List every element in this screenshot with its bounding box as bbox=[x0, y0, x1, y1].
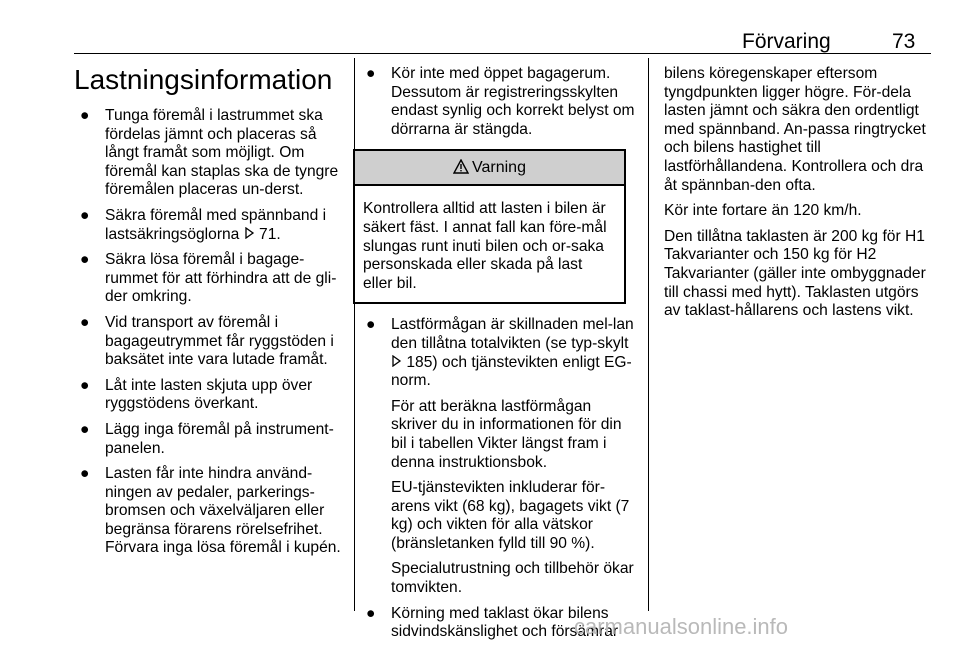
list-item-text: Körning med taklast ökar bilens sidvindskänslighet och försämrar bbox=[391, 604, 619, 641]
list-item bbox=[78, 377, 346, 414]
list-item-text: Kör inte med öppet bagagerum. Dessutom är registreringsskylten endast synlig och korrekt belyst om dörrarna är stängda. bbox=[391, 65, 635, 138]
list-item bbox=[78, 207, 346, 244]
paragraph: bilens köregenskaper eftersom tyngdpunkten ligger högre. För-dela lasten jämnt och säkra den ordentligt med spännband. An-passa ringtrycket och bilens hastighet till lastförhållandena. Kontrollera och dra åt spännban-den ofta. bbox=[664, 65, 926, 194]
page-reference-icon bbox=[244, 227, 255, 239]
list-item-text: Säkra lösa föremål i bagage-rummet för att förhindra att de gli-der omkring. bbox=[105, 251, 337, 306]
list-item bbox=[78, 107, 346, 200]
page-reference-icon bbox=[391, 355, 402, 367]
list-item bbox=[78, 465, 346, 558]
list-item-text: Säkra föremål med spännband i lastsäkringsöglorna bbox=[105, 206, 327, 243]
sub-paragraph: EU-tjänstevikten inkluderar för-arens vikt (68 kg), bagagets vikt (7 kg) och vikten för alla vätskor (bränsletanken fylld till 90 %). bbox=[391, 479, 630, 552]
list-item-text: Lasten får inte hindra använd-ningen av pedaler, parkerings-bromsen och växelväljaren eller begränsa förarens rörelsefrihet. Förvara inga lösa föremål i kupén. bbox=[105, 465, 341, 557]
column-2 bbox=[364, 65, 639, 649]
bullet: ● bbox=[80, 313, 90, 331]
bullet: ● bbox=[366, 65, 376, 82]
bullet: ● bbox=[80, 376, 90, 394]
bullet: ● bbox=[80, 420, 90, 438]
list-item bbox=[78, 421, 346, 458]
bullet: ● bbox=[80, 465, 90, 483]
warning-title: Varning bbox=[472, 159, 526, 177]
list-item bbox=[364, 65, 639, 139]
warning-box bbox=[353, 149, 626, 304]
column-divider-1 bbox=[354, 58, 355, 611]
page-reference[interactable]: 71. bbox=[259, 225, 281, 243]
list-item-text-continued: och tjänstevikten enligt EG-norm. bbox=[391, 353, 632, 390]
paragraph: Kör inte fortare än 120 km/h. bbox=[664, 202, 862, 220]
sub-paragraph: Specialutrustning och tillbehör ökar tomvikten. bbox=[391, 560, 634, 597]
bullet: ● bbox=[80, 251, 90, 269]
list-item-text: Lastförmågan är skillnaden mel-lan den tillåtna totalvikten (se typ-skylt bbox=[391, 316, 634, 352]
list-item bbox=[78, 314, 346, 370]
bullet: ● bbox=[366, 604, 376, 622]
list-item bbox=[78, 251, 346, 307]
bullet: ● bbox=[80, 107, 90, 124]
list-item bbox=[364, 316, 639, 597]
paragraph: Den tillåtna taklasten är 200 kg för H1 Takvarianter och 150 kg för H2 Takvarianter (gäller inte ombyggnader till chassi med hytt). Taklasten utgörs av taklast-hållarens och lastens vikt. bbox=[664, 227, 926, 320]
chapter-title: Förvaring bbox=[742, 30, 831, 53]
section-title: Lastningsinformation bbox=[74, 64, 333, 95]
bullet: ● bbox=[366, 316, 376, 334]
watermark: carmanualsonline.info bbox=[574, 614, 789, 639]
warning-triangle-icon bbox=[453, 159, 469, 174]
page-number: 73 bbox=[892, 30, 916, 53]
list-item-text: Lägg inga föremål på instrument-panelen. bbox=[105, 420, 334, 457]
sub-paragraph: För att beräkna lastförmågan skriver du in informationen för din bil i tabellen Vikter längst fram i denna instruktionsbok. bbox=[391, 397, 622, 471]
bullet: ● bbox=[80, 206, 90, 224]
list-item-text: Tunga föremål i lastrummet ska fördelas jämnt och placeras så långt framåt som möjligt. Om föremål kan staplas ska de tyngre föremålen placeras un-derst. bbox=[105, 107, 339, 199]
warning-header bbox=[355, 151, 624, 186]
column-divider-2 bbox=[648, 58, 649, 611]
page-reference[interactable]: 185) bbox=[406, 353, 438, 371]
header-rule bbox=[74, 53, 931, 54]
column-3 bbox=[664, 65, 934, 328]
list-item-text: Låt inte lasten skjuta upp över ryggstödens överkant. bbox=[105, 376, 313, 413]
list-item-text: Vid transport av föremål i bagageutrymmet får ryggstöden i baksätet inte vara lutade framåt. bbox=[105, 313, 334, 369]
column-1 bbox=[78, 107, 346, 565]
warning-text: Kontrollera alltid att lasten i bilen är säkert fäst. I annat fall kan före-mål slungas runt inuti bilen och or-saka personskada eller skada på last eller bil. bbox=[363, 200, 607, 292]
